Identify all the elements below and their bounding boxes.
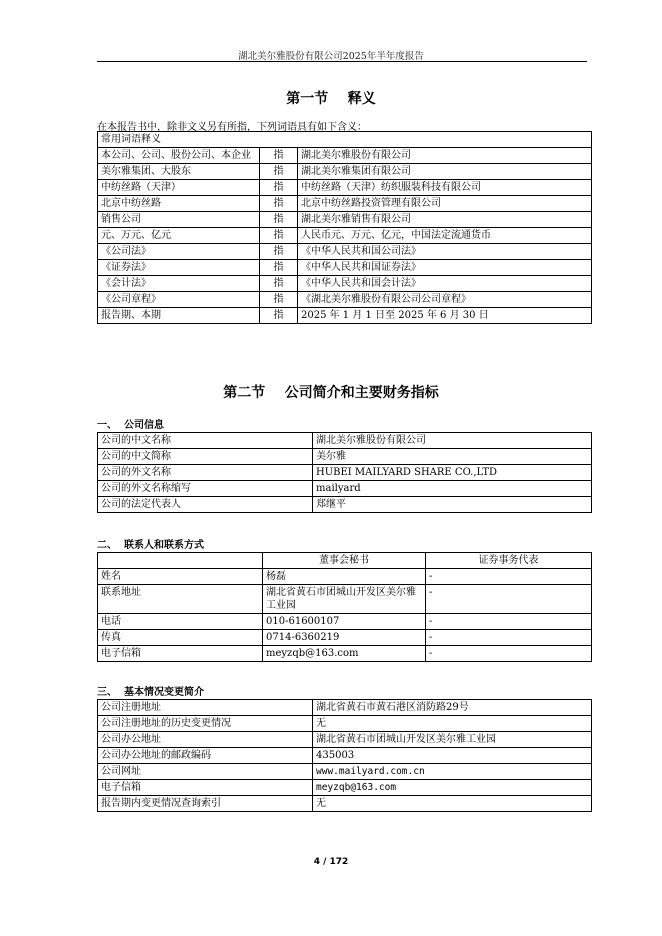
table-row [98, 260, 592, 276]
table-header-row [98, 553, 592, 569]
mark: 指 [260, 292, 298, 308]
field-label: 公司注册地址 [98, 700, 313, 716]
secretary-value: 0714-6360219 [263, 630, 426, 646]
mark: 指 [260, 212, 298, 228]
field-label: 公司办公地址的邮政编码 [98, 748, 313, 764]
field-value: 435003 [313, 748, 592, 764]
col-secretary: 董事会秘书 [263, 553, 426, 569]
meaning: 北京中纺丝路投资管理有限公司 [298, 196, 592, 212]
table-row [98, 308, 592, 324]
field-label: 公司注册地址的历史变更情况 [98, 716, 313, 732]
email-value: meyzqb@163.com [313, 780, 592, 796]
field-value: 无 [313, 796, 592, 812]
website-value: www.mailyard.com.cn [313, 764, 592, 780]
section2-title: 第二节 公司简介和主要财务指标 [223, 385, 439, 401]
term: 美尔雅集团、大股东 [98, 164, 260, 180]
table-row [98, 148, 592, 164]
rep-value: - [426, 646, 592, 662]
secretary-value: 010-61600107 [263, 614, 426, 630]
meaning: 2025 年 1 月 1 日至 2025 年 6 月 30 日 [298, 308, 592, 324]
definitions-intro: 在本报告书中，除非文义另有所指，下列词语具有如下含义： [97, 122, 367, 133]
field-value: mailyard [313, 481, 592, 497]
field-label: 公司的中文简称 [98, 449, 313, 465]
table-row [98, 700, 592, 716]
table-row [98, 614, 592, 630]
table-row [98, 630, 592, 646]
table-row [98, 465, 592, 481]
meaning: 《中华人民共和国会计法》 [298, 276, 592, 292]
term: 北京中纺丝路 [98, 196, 260, 212]
term: 销售公司 [98, 212, 260, 228]
table-row [98, 646, 592, 662]
mark: 指 [260, 308, 298, 324]
meaning: 湖北美尔雅股份有限公司 [298, 148, 592, 164]
field-label: 联系地址 [98, 585, 263, 614]
table-row [98, 569, 592, 585]
term: 《公司章程》 [98, 292, 260, 308]
secretary-value: 杨磊 [263, 569, 426, 585]
contacts-table [97, 552, 592, 662]
mark: 指 [260, 244, 298, 260]
table-row [98, 497, 592, 513]
table-caption-row [98, 132, 592, 148]
term: 《证券法》 [98, 260, 260, 276]
field-value: 美尔雅 [313, 449, 592, 465]
col-securities-rep: 证券事务代表 [426, 553, 592, 569]
table-row [98, 433, 592, 449]
field-label: 电子信箱 [98, 646, 263, 662]
contacts-heading: 二、 联系人和联系方式 [97, 540, 204, 551]
table-row [98, 481, 592, 497]
rep-value: - [426, 585, 592, 614]
meaning: 《中华人民共和国公司法》 [298, 244, 592, 260]
field-label: 姓名 [98, 569, 263, 585]
mark: 指 [260, 276, 298, 292]
table-row [98, 796, 592, 812]
table-row [98, 180, 592, 196]
company-info-heading: 一、 公司信息 [97, 420, 164, 431]
field-value: 湖北美尔雅股份有限公司 [313, 433, 592, 449]
table-row [98, 449, 592, 465]
field-value: 郑继平 [313, 497, 592, 513]
mark: 指 [260, 260, 298, 276]
field-value: HUBEI MAILYARD SHARE CO.,LTD [313, 465, 592, 481]
rep-value: - [426, 614, 592, 630]
meaning: 《中华人民共和国证券法》 [298, 260, 592, 276]
page-number: 4 / 172 [313, 857, 349, 867]
meaning: 《湖北美尔雅股份有限公司公司章程》 [298, 292, 592, 308]
field-label: 公司办公地址 [98, 732, 313, 748]
field-label: 公司的法定代表人 [98, 497, 313, 513]
mark: 指 [260, 196, 298, 212]
rep-value: - [426, 569, 592, 585]
table-row [98, 732, 592, 748]
term: 《公司法》 [98, 244, 260, 260]
mark: 指 [260, 148, 298, 164]
field-label: 公司的外文名称 [98, 465, 313, 481]
table-row [98, 716, 592, 732]
term: 报告期、本期 [98, 308, 260, 324]
table-row [98, 748, 592, 764]
header-empty [98, 553, 263, 569]
field-value: 无 [313, 716, 592, 732]
basic-changes-heading: 三、 基本情况变更简介 [97, 687, 204, 698]
mark: 指 [260, 180, 298, 196]
field-value: 湖北省黄石市团城山开发区美尔雅工业园 [313, 732, 592, 748]
header-rule [97, 61, 587, 62]
meaning: 湖北美尔雅集团有限公司 [298, 164, 592, 180]
page-header: 湖北美尔雅股份有限公司2025年半年度报告 [238, 51, 424, 62]
mark: 指 [260, 164, 298, 180]
table-row [98, 228, 592, 244]
secretary-value: meyzqb@163.com [263, 646, 426, 662]
field-label: 公司的中文名称 [98, 433, 313, 449]
table-row [98, 276, 592, 292]
section1-title: 第一节 释义 [286, 91, 376, 107]
table-row [98, 164, 592, 180]
definitions-table [97, 131, 592, 324]
term: 《会计法》 [98, 276, 260, 292]
term: 本公司、公司、股份公司、本企业 [98, 148, 260, 164]
company-info-table [97, 432, 592, 513]
field-value: 湖北省黄石市黄石港区消防路29号 [313, 700, 592, 716]
table-caption: 常用词语释义 [98, 132, 592, 148]
term: 中纺丝路（天津） [98, 180, 260, 196]
table-row [98, 292, 592, 308]
table-row [98, 212, 592, 228]
rep-value: - [426, 630, 592, 646]
meaning: 湖北美尔雅销售有限公司 [298, 212, 592, 228]
mark: 指 [260, 228, 298, 244]
field-label: 电话 [98, 614, 263, 630]
table-row [98, 196, 592, 212]
table-row [98, 585, 592, 614]
table-row [98, 780, 592, 796]
meaning: 人民币元、万元、亿元，中国法定流通货币 [298, 228, 592, 244]
term: 元、万元、亿元 [98, 228, 260, 244]
table-row [98, 764, 592, 780]
basic-changes-table [97, 699, 592, 812]
secretary-value: 湖北省黄石市团城山开发区美尔雅工业园 [263, 585, 426, 614]
field-label: 电子信箱 [98, 780, 313, 796]
field-label: 报告期内变更情况查询索引 [98, 796, 313, 812]
field-label: 公司网址 [98, 764, 313, 780]
meaning: 中纺丝路（天津）纺织服装科技有限公司 [298, 180, 592, 196]
table-row [98, 244, 592, 260]
field-label: 公司的外文名称缩写 [98, 481, 313, 497]
field-label: 传真 [98, 630, 263, 646]
